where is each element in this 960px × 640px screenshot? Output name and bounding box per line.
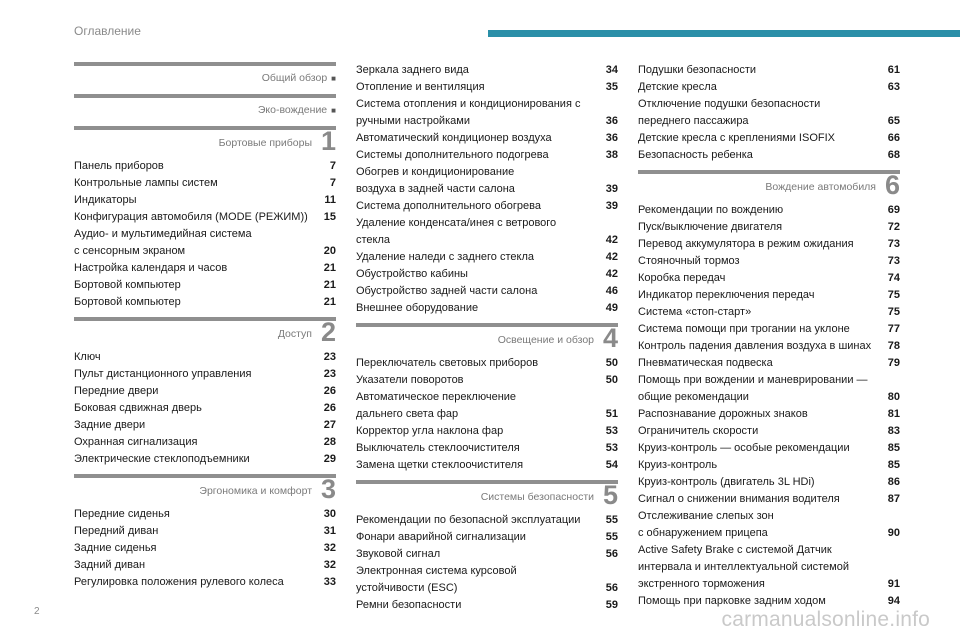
- toc-entry[interactable]: [638, 321, 900, 338]
- section-title-text: Вождение автомобиля: [765, 181, 876, 193]
- toc-entry-title: Электрические стеклоподъемники: [74, 453, 250, 465]
- section-title: [199, 485, 312, 497]
- toc-entry[interactable]: [356, 372, 618, 389]
- toc-entry[interactable]: [638, 219, 900, 236]
- toc-entry-title: Зеркала заднего вида: [356, 64, 469, 76]
- toc-entry-page: 85: [887, 442, 900, 454]
- toc-entry-page: 55: [605, 531, 618, 543]
- toc-entry[interactable]: [74, 557, 336, 574]
- toc-entry-title: Удаление наледи с заднего стекла: [356, 251, 534, 263]
- toc-entry-page: 56: [605, 548, 618, 560]
- toc-entry-title: Помощь при вождении и маневрировании — общие рекомендации: [638, 374, 868, 403]
- section-title-text: Освещение и обзор: [497, 334, 594, 346]
- toc-entry-page: 74: [887, 272, 900, 284]
- section-number: 1: [320, 126, 336, 156]
- toc-entry[interactable]: [356, 440, 618, 457]
- toc-entry-page: 27: [323, 419, 336, 431]
- toc-entry-title: Внешнее оборудование: [356, 302, 479, 314]
- page-header-title: Оглавление: [74, 24, 141, 38]
- toc-entry-page: 42: [605, 234, 618, 246]
- section-header: [74, 126, 336, 156]
- toc-entry-title: Задний диван: [74, 559, 146, 571]
- toc-entry-title: Отопление и вентиляция: [356, 81, 485, 93]
- toc-entry-title: Контрольные лампы систем: [74, 177, 218, 189]
- section-title: [258, 104, 336, 116]
- section-title-text: Системы безопасности: [480, 491, 594, 503]
- toc-entry[interactable]: [638, 338, 900, 355]
- toc-entry[interactable]: [356, 283, 618, 300]
- toc-entry-page: 42: [605, 251, 618, 263]
- section-title-text: Общий обзор: [261, 72, 328, 84]
- toc-entry[interactable]: [356, 512, 618, 529]
- toc-entry[interactable]: [74, 260, 336, 277]
- section-marker-icon: ■: [331, 74, 336, 83]
- section-title-text: Бортовые приборы: [218, 137, 312, 149]
- toc-column-3: [638, 62, 900, 610]
- toc-entry-title: Обустройство задней части салона: [356, 285, 538, 297]
- toc-entry-title: Обогрев и кондиционирование воздуха в задней части салона: [356, 166, 515, 195]
- toc-entry-title: Круиз-контроль: [638, 459, 718, 471]
- section-header: [74, 62, 336, 88]
- toc-entry-title: Обустройство кабины: [356, 268, 468, 280]
- toc-entry-title: Электронная система курсовой устойчивости (ESC): [356, 565, 517, 594]
- toc-entry[interactable]: [638, 79, 900, 96]
- toc-entry[interactable]: [638, 130, 900, 147]
- toc-entry-page: 68: [887, 149, 900, 161]
- section-title-text: Доступ: [277, 328, 312, 340]
- toc-entry-title: Распознавание дорожных знаков: [638, 408, 808, 420]
- watermark: carmanualsonline.info: [721, 608, 930, 631]
- toc-entry-page: 87: [887, 493, 900, 505]
- toc-entry-page: 81: [887, 408, 900, 420]
- toc-entry[interactable]: [356, 389, 618, 423]
- toc-entry-page: 79: [887, 357, 900, 369]
- toc-entry[interactable]: [638, 236, 900, 253]
- toc-entry-page: 63: [887, 81, 900, 93]
- toc-entry[interactable]: [74, 366, 336, 383]
- toc-entry-page: 72: [887, 221, 900, 233]
- toc-entry[interactable]: [74, 209, 336, 226]
- toc-entry[interactable]: [74, 349, 336, 366]
- toc-entry[interactable]: [356, 266, 618, 283]
- toc-entry[interactable]: [74, 451, 336, 468]
- section-header: [356, 480, 618, 510]
- toc-entry-page: 78: [887, 340, 900, 352]
- toc-entry-title: Детские кресла с креплениями ISOFIX: [638, 132, 835, 144]
- toc-entry[interactable]: [356, 563, 618, 597]
- toc-entry-page: 85: [887, 459, 900, 471]
- toc-entry-title: Отключение подушки безопасности переднего пассажира: [638, 98, 821, 127]
- toc-entry-title: Передние двери: [74, 385, 159, 397]
- toc-entry-page: 33: [323, 576, 336, 588]
- toc-entry-title: Передние сиденья: [74, 508, 170, 520]
- toc-entry-title: Указатели поворотов: [356, 374, 464, 386]
- page-number: 2: [34, 606, 40, 617]
- toc-entry-page: 32: [323, 559, 336, 571]
- toc-entry-title: Ограничитель скорости: [638, 425, 759, 437]
- toc-entry-page: 32: [323, 542, 336, 554]
- toc-entry[interactable]: [356, 300, 618, 317]
- toc-entry[interactable]: [74, 417, 336, 434]
- toc-entry-page: 42: [605, 268, 618, 280]
- toc-entry-page: 73: [887, 238, 900, 250]
- toc-entry-title: Пневматическая подвеска: [638, 357, 773, 369]
- toc-entry-page: 34: [605, 64, 618, 76]
- toc-entry-page: 7: [329, 160, 336, 172]
- toc-entry-title: Бортовой компьютер: [74, 279, 181, 291]
- toc-entry-title: Индикатор переключения передач: [638, 289, 815, 301]
- toc-entry[interactable]: [638, 372, 900, 406]
- section-title: [262, 72, 336, 84]
- toc-entry-page: 75: [887, 306, 900, 318]
- toc-entry[interactable]: [74, 434, 336, 451]
- toc-entry[interactable]: [638, 304, 900, 321]
- section-number: 2: [320, 317, 336, 347]
- toc-entry-page: 50: [605, 374, 618, 386]
- toc-entry-page: 38: [605, 149, 618, 161]
- toc-entry-page: 21: [323, 279, 336, 291]
- toc-entry-page: 59: [605, 599, 618, 611]
- toc-entry-page: 39: [605, 200, 618, 212]
- toc-entry-page: 35: [605, 81, 618, 93]
- section-title: [765, 181, 876, 193]
- toc-entry-title: Передний диван: [74, 525, 159, 537]
- toc-entry[interactable]: [356, 546, 618, 563]
- toc-entry-page: 69: [887, 204, 900, 216]
- toc-entry-title: Перевод аккумулятора в режим ожидания: [638, 238, 854, 250]
- toc-entry-title: Пуск/выключение двигателя: [638, 221, 783, 233]
- toc-entry-title: Замена щетки стеклоочистителя: [356, 459, 524, 471]
- toc-entry[interactable]: [638, 62, 900, 79]
- toc-entry-page: 53: [605, 425, 618, 437]
- toc-entry-title: Сигнал о снижении внимания водителя: [638, 493, 840, 505]
- toc-entry-title: Безопасность ребенка: [638, 149, 753, 161]
- toc-entry[interactable]: [356, 529, 618, 546]
- toc-entry-title: Конфигурация автомобиля (MODE (РЕЖИМ)): [74, 211, 308, 223]
- toc-entry-title: Пульт дистанционного управления: [74, 368, 252, 380]
- toc-entry-title: Система «стоп-старт»: [638, 306, 752, 318]
- toc-entry-title: Охранная сигнализация: [74, 436, 198, 448]
- toc-entry[interactable]: [638, 474, 900, 491]
- toc-entry[interactable]: [74, 226, 336, 260]
- toc-entry-page: 31: [323, 525, 336, 537]
- section-header: [74, 474, 336, 504]
- toc-entry-title: Задние двери: [74, 419, 146, 431]
- toc-entry[interactable]: [638, 491, 900, 508]
- section-title: [498, 334, 594, 346]
- toc-entry-page: 21: [323, 262, 336, 274]
- toc-entry[interactable]: [638, 542, 900, 593]
- toc-entry-page: 91: [887, 578, 900, 590]
- toc-entry-page: 90: [887, 527, 900, 539]
- toc-entry[interactable]: [638, 423, 900, 440]
- toc-entry-page: 36: [605, 132, 618, 144]
- toc-entry-title: Круиз-контроль — особые рекомендации: [638, 442, 850, 454]
- toc-entry-title: Бортовой компьютер: [74, 296, 181, 308]
- toc-entry-page: 56: [605, 582, 618, 594]
- toc-entry-title: Ключ: [74, 351, 101, 363]
- section-number: 3: [320, 474, 336, 504]
- toc-entry-page: 50: [605, 357, 618, 369]
- toc-entry-title: Настройка календаря и часов: [74, 262, 228, 274]
- toc-entry-title: Задние сиденья: [74, 542, 157, 554]
- toc-entry[interactable]: [638, 508, 900, 542]
- toc-entry[interactable]: [356, 96, 618, 130]
- toc-entry-title: Коробка передач: [638, 272, 726, 284]
- header-accent-bar: [488, 30, 960, 37]
- toc-entry-title: Рекомендации по безопасной эксплуатации: [356, 514, 581, 526]
- toc-entry[interactable]: [74, 506, 336, 523]
- toc-entry[interactable]: [74, 277, 336, 294]
- toc-entry-page: 7: [329, 177, 336, 189]
- toc-entry[interactable]: [74, 294, 336, 311]
- toc-entry[interactable]: [356, 215, 618, 249]
- toc-entry-title: Звуковой сигнал: [356, 548, 441, 560]
- toc-entry[interactable]: [74, 574, 336, 591]
- toc-entry[interactable]: [356, 130, 618, 147]
- toc-entry[interactable]: [638, 147, 900, 164]
- toc-entry-page: 75: [887, 289, 900, 301]
- toc-entry-title: Система помощи при трогании на уклоне: [638, 323, 850, 335]
- toc-entry-page: 23: [323, 368, 336, 380]
- toc-entry-title: Круиз-контроль (двигатель 3L HDi): [638, 476, 815, 488]
- toc-entry[interactable]: [638, 287, 900, 304]
- toc-entry-page: 20: [323, 245, 336, 257]
- toc-entry-title: Контроль падения давления воздуха в шинах: [638, 340, 872, 352]
- toc-entry[interactable]: [74, 540, 336, 557]
- toc-entry[interactable]: [638, 270, 900, 287]
- toc-entry-page: 83: [887, 425, 900, 437]
- toc-entry[interactable]: [356, 198, 618, 215]
- section-header: [356, 323, 618, 353]
- toc-entry[interactable]: [74, 400, 336, 417]
- toc-entry-page: 26: [323, 402, 336, 414]
- toc-column-2: [356, 62, 618, 614]
- toc-entry[interactable]: [74, 523, 336, 540]
- toc-entry-title: Корректор угла наклона фар: [356, 425, 504, 437]
- toc-entry[interactable]: [74, 192, 336, 209]
- toc-entry-title: Переключатель световых приборов: [356, 357, 539, 369]
- toc-entry[interactable]: [638, 406, 900, 423]
- toc-entry-page: 55: [605, 514, 618, 526]
- section-title: [219, 137, 312, 149]
- toc-entry-title: Стояночный тормоз: [638, 255, 740, 267]
- toc-entry-page: 30: [323, 508, 336, 520]
- toc-entry-title: Регулировка положения рулевого колеса: [74, 576, 284, 588]
- section-header: [74, 317, 336, 347]
- toc-entry[interactable]: [638, 253, 900, 270]
- toc-entry[interactable]: [74, 383, 336, 400]
- toc-entry[interactable]: [74, 175, 336, 192]
- toc-entry-title: Удаление конденсата/инея с ветрового стекла: [356, 217, 557, 246]
- toc-entry-page: 94: [887, 595, 900, 607]
- toc-entry-page: 77: [887, 323, 900, 335]
- section-title-text: Эргономика и комфорт: [199, 485, 312, 497]
- toc-entry-title: Система отопления и кондиционирования с ручными настройками: [356, 98, 581, 127]
- toc-entry-title: Автоматический кондиционер воздуха: [356, 132, 552, 144]
- toc-entry-page: 53: [605, 442, 618, 454]
- toc-entry-page: 66: [887, 132, 900, 144]
- section-title: [481, 491, 594, 503]
- toc-entry-page: 39: [605, 183, 618, 195]
- section-header: [74, 94, 336, 120]
- toc-entry-page: 36: [605, 115, 618, 127]
- toc-entry-page: 80: [887, 391, 900, 403]
- toc-entry-title: Подушки безопасности: [638, 64, 757, 76]
- toc-entry[interactable]: [638, 440, 900, 457]
- toc-entry-page: 23: [323, 351, 336, 363]
- toc-entry-title: Отслеживание слепых зон с обнаружением прицепа: [638, 510, 774, 539]
- toc-entry-page: 15: [323, 211, 336, 223]
- toc-entry-page: 29: [323, 453, 336, 465]
- section-number: 4: [602, 323, 618, 353]
- toc-entry-title: Детские кресла: [638, 81, 717, 93]
- toc-entry[interactable]: [356, 164, 618, 198]
- toc-entry-page: 21: [323, 296, 336, 308]
- toc-entry-title: Панель приборов: [74, 160, 164, 172]
- toc-entry-title: Система дополнительного обогрева: [356, 200, 541, 212]
- toc-entry[interactable]: [356, 249, 618, 266]
- toc-column-1: [74, 62, 336, 591]
- toc-entry-page: 11: [324, 194, 336, 206]
- toc-entry-page: 46: [605, 285, 618, 297]
- toc-entry-title: Выключатель стеклоочистителя: [356, 442, 520, 454]
- section-number: 6: [884, 170, 900, 200]
- toc-entry[interactable]: [638, 202, 900, 219]
- toc-entry-title: Фонари аварийной сигнализации: [356, 531, 526, 543]
- toc-entry[interactable]: [74, 158, 336, 175]
- toc-entry-title: Автоматическое переключение дальнего света фар: [356, 391, 517, 420]
- toc-entry-title: Системы дополнительного подогрева: [356, 149, 549, 161]
- toc-entry[interactable]: [638, 457, 900, 474]
- toc-entry-title: Рекомендации по вождению: [638, 204, 784, 216]
- toc-entry-title: Боковая сдвижная дверь: [74, 402, 202, 414]
- toc-entry[interactable]: [356, 79, 618, 96]
- toc-entry-page: 51: [605, 408, 618, 420]
- section-number: 5: [602, 480, 618, 510]
- section-title-text: Эко-вождение: [257, 104, 328, 116]
- section-marker-icon: ■: [331, 106, 336, 115]
- toc-entry-page: 73: [887, 255, 900, 267]
- toc-entry-page: 65: [887, 115, 900, 127]
- toc-entry[interactable]: [356, 423, 618, 440]
- toc-entry-title: Active Safety Brake с системой Датчик интервала и интеллектуальной системой экстренного торможения: [638, 544, 849, 590]
- toc-entry[interactable]: [638, 96, 900, 130]
- toc-entry[interactable]: [356, 355, 618, 372]
- toc-entry-page: 26: [323, 385, 336, 397]
- toc-entry-page: 61: [887, 64, 900, 76]
- toc-entry[interactable]: [356, 457, 618, 474]
- toc-entry-page: 86: [887, 476, 900, 488]
- toc-entry-page: 54: [605, 459, 618, 471]
- toc-entry[interactable]: [638, 355, 900, 372]
- toc-entry-title: Ремни безопасности: [356, 599, 462, 611]
- toc-entry-title: Индикаторы: [74, 194, 137, 206]
- toc-entry-title: Аудио- и мультимедийная система с сенсорным экраном: [74, 228, 252, 257]
- toc-entry[interactable]: [356, 597, 618, 614]
- toc-entry-page: 28: [323, 436, 336, 448]
- section-title: [278, 328, 312, 340]
- toc-entry[interactable]: [356, 62, 618, 79]
- toc-entry-title: Помощь при парковке задним ходом: [638, 595, 826, 607]
- toc-entry[interactable]: [356, 147, 618, 164]
- toc-entry-page: 49: [605, 302, 618, 314]
- section-header: [638, 170, 900, 200]
